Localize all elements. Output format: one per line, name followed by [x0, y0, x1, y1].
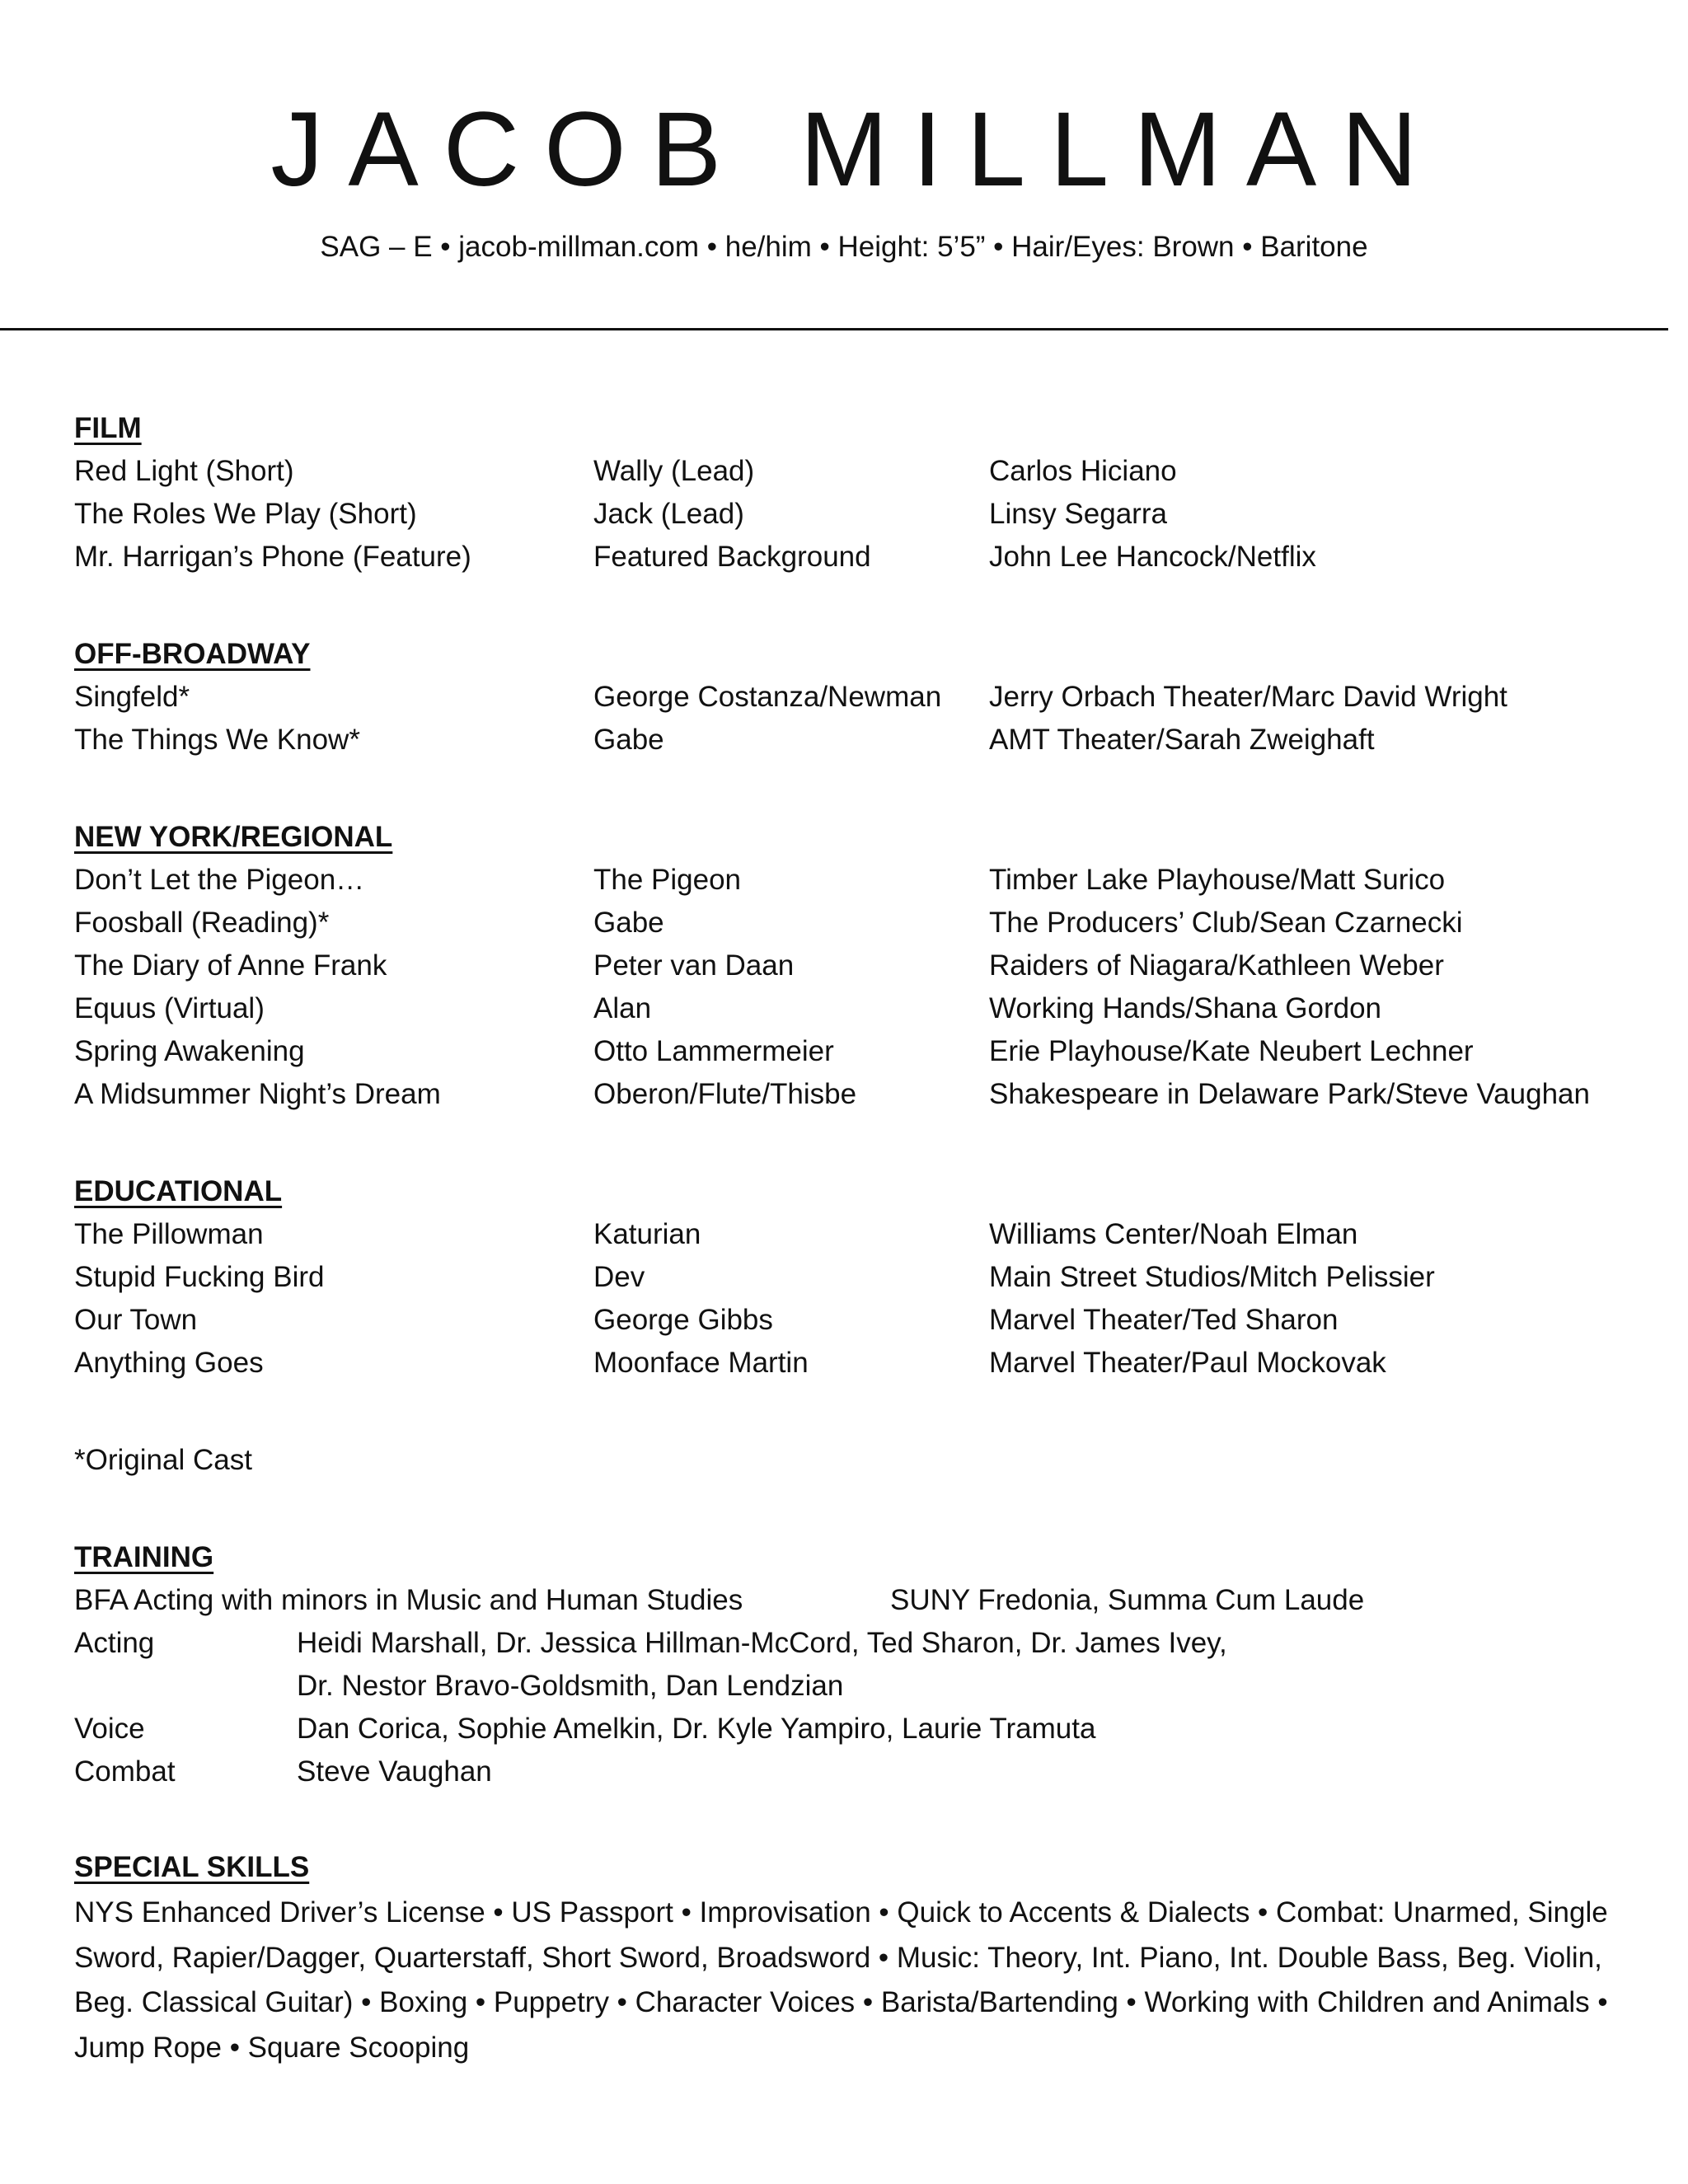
credit-title: A Midsummer Night’s Dream: [74, 1078, 441, 1110]
credit-role: Peter van Daan: [593, 949, 795, 982]
credit-role: Moonface Martin: [593, 1347, 809, 1379]
training-acting-row: [0, 1624, 1688, 1666]
credit-role: Otto Lammermeier: [593, 1035, 834, 1067]
credit-role: Alan: [593, 992, 652, 1024]
credit-title: Red Light (Short): [74, 455, 294, 487]
credit-company: Jerry Orbach Theater/Marc David Wright: [989, 681, 1507, 713]
credit-title: Mr. Harrigan’s Phone (Feature): [74, 541, 471, 573]
credit-title: Stupid Fucking Bird: [74, 1261, 325, 1293]
section-title-film: FILM: [74, 412, 142, 444]
credit-row: [0, 452, 1688, 494]
credit-role: Oberon/Flute/Thisbe: [593, 1078, 857, 1110]
credit-title: The Pillowman: [74, 1218, 264, 1250]
credit-company: Carlos Hiciano: [989, 455, 1177, 487]
training-voice-label: Voice: [74, 1713, 145, 1745]
credit-company: Williams Center/Noah Elman: [989, 1218, 1358, 1250]
credit-row: [0, 989, 1688, 1032]
section-title-off-broadway: OFF-BROADWAY: [74, 638, 311, 670]
credit-row: [0, 720, 1688, 763]
credit-row: [0, 1343, 1688, 1386]
training-acting-teachers: Heidi Marshall, Dr. Jessica Hillman-McCord, Ted Sharon, Dr. James Ivey,: [297, 1627, 1227, 1659]
credit-row: [0, 1215, 1688, 1258]
credit-title: Spring Awakening: [74, 1035, 305, 1067]
credit-row: [0, 1075, 1688, 1118]
training-voice-row: [0, 1709, 1688, 1752]
credit-role: Katurian: [593, 1218, 701, 1250]
credit-title: Singfeld*: [74, 681, 190, 713]
credit-role: Jack (Lead): [593, 498, 744, 530]
training-voice-teachers: Dan Corica, Sophie Amelkin, Dr. Kyle Yampiro, Laurie Tramuta: [297, 1713, 1096, 1745]
credit-company: Working Hands/Shana Gordon: [989, 992, 1382, 1024]
credit-title: The Roles We Play (Short): [74, 498, 417, 530]
section-title-regional: NEW YORK/REGIONAL: [74, 821, 393, 853]
section-title-educational: EDUCATIONAL: [74, 1175, 283, 1207]
original-cast-note: *Original Cast: [74, 1444, 252, 1476]
training-combat-teachers: Steve Vaughan: [297, 1755, 492, 1788]
credit-row: [0, 903, 1688, 946]
credit-row: [0, 1032, 1688, 1075]
credit-role: George Gibbs: [593, 1304, 773, 1336]
training-degree-row: [0, 1581, 1688, 1624]
credit-row: [0, 537, 1688, 580]
section-title-training: TRAINING: [74, 1541, 214, 1573]
credit-title: The Things We Know*: [74, 724, 360, 756]
credit-company: AMT Theater/Sarah Zweighaft: [989, 724, 1375, 756]
section-title-special-skills: SPECIAL SKILLS: [74, 1851, 310, 1883]
credit-company: Erie Playhouse/Kate Neubert Lechner: [989, 1035, 1474, 1067]
special-skills-text: NYS Enhanced Driver’s License • US Passport • Improvisation • Quick to Accents & Dialects • Combat: Unarmed, Single Sword, Rapier/Dagger, Quarterstaff, Short Sword, Broadsword • Music: Theory, Int. Piano, Int. Double Bass, Beg. Violin, Beg. Classical Guitar) • Boxing • Puppetry • Character Voices • Barista/Bartending • Working with Children and Animals • Jump Rope • Square Scooping: [74, 1896, 1608, 2064]
training-combat-label: Combat: [74, 1755, 176, 1788]
credit-role: Dev: [593, 1261, 645, 1293]
credit-company: Main Street Studios/Mitch Pelissier: [989, 1261, 1435, 1293]
credit-role: Gabe: [593, 724, 664, 756]
credit-role: Wally (Lead): [593, 455, 755, 487]
training-acting-teachers-continued: Dr. Nestor Bravo-Goldsmith, Dan Lendzian: [297, 1670, 844, 1702]
credit-company: The Producers’ Club/Sean Czarnecki: [989, 907, 1463, 939]
credit-title: Foosball (Reading)*: [74, 907, 330, 939]
credit-row: [0, 946, 1688, 989]
credit-role: The Pigeon: [593, 864, 742, 896]
training-combat-row: [0, 1752, 1688, 1795]
credit-title: Our Town: [74, 1304, 198, 1336]
credit-title: Anything Goes: [74, 1347, 264, 1379]
training-degree: BFA Acting with minors in Music and Human Studies: [74, 1584, 743, 1616]
credit-row: [0, 1258, 1688, 1301]
credit-row: [0, 677, 1688, 720]
credit-row: [0, 1301, 1688, 1343]
credit-row: [0, 494, 1688, 537]
training-school: SUNY Fredonia, Summa Cum Laude: [890, 1584, 1365, 1616]
credit-title: Don’t Let the Pigeon…: [74, 864, 365, 896]
credit-title: Equus (Virtual): [74, 992, 265, 1024]
credit-role: Gabe: [593, 907, 664, 939]
header-divider: [0, 328, 1668, 330]
credit-company: John Lee Hancock/Netflix: [989, 541, 1316, 573]
credit-company: Marvel Theater/Ted Sharon: [989, 1304, 1339, 1336]
credit-company: Shakespeare in Delaware Park/Steve Vaughan: [989, 1078, 1590, 1110]
training-acting-row-continued: [0, 1666, 1688, 1709]
credit-company: Raiders of Niagara/Kathleen Weber: [989, 949, 1444, 982]
contact-details: SAG – E • jacob-millman.com • he/him • Height: 5’5” • Hair/Eyes: Brown • Baritone: [320, 231, 1368, 263]
credit-role: Featured Background: [593, 541, 871, 573]
credit-title: The Diary of Anne Frank: [74, 949, 387, 982]
credit-row: [0, 860, 1688, 903]
resume-name: JACOB MILLMAN: [270, 91, 1442, 209]
credit-company: Timber Lake Playhouse/Matt Surico: [989, 864, 1446, 896]
training-acting-label: Acting: [74, 1627, 155, 1659]
credit-company: Marvel Theater/Paul Mockovak: [989, 1347, 1386, 1379]
credit-role: George Costanza/Newman: [593, 681, 942, 713]
credit-company: Linsy Segarra: [989, 498, 1167, 530]
